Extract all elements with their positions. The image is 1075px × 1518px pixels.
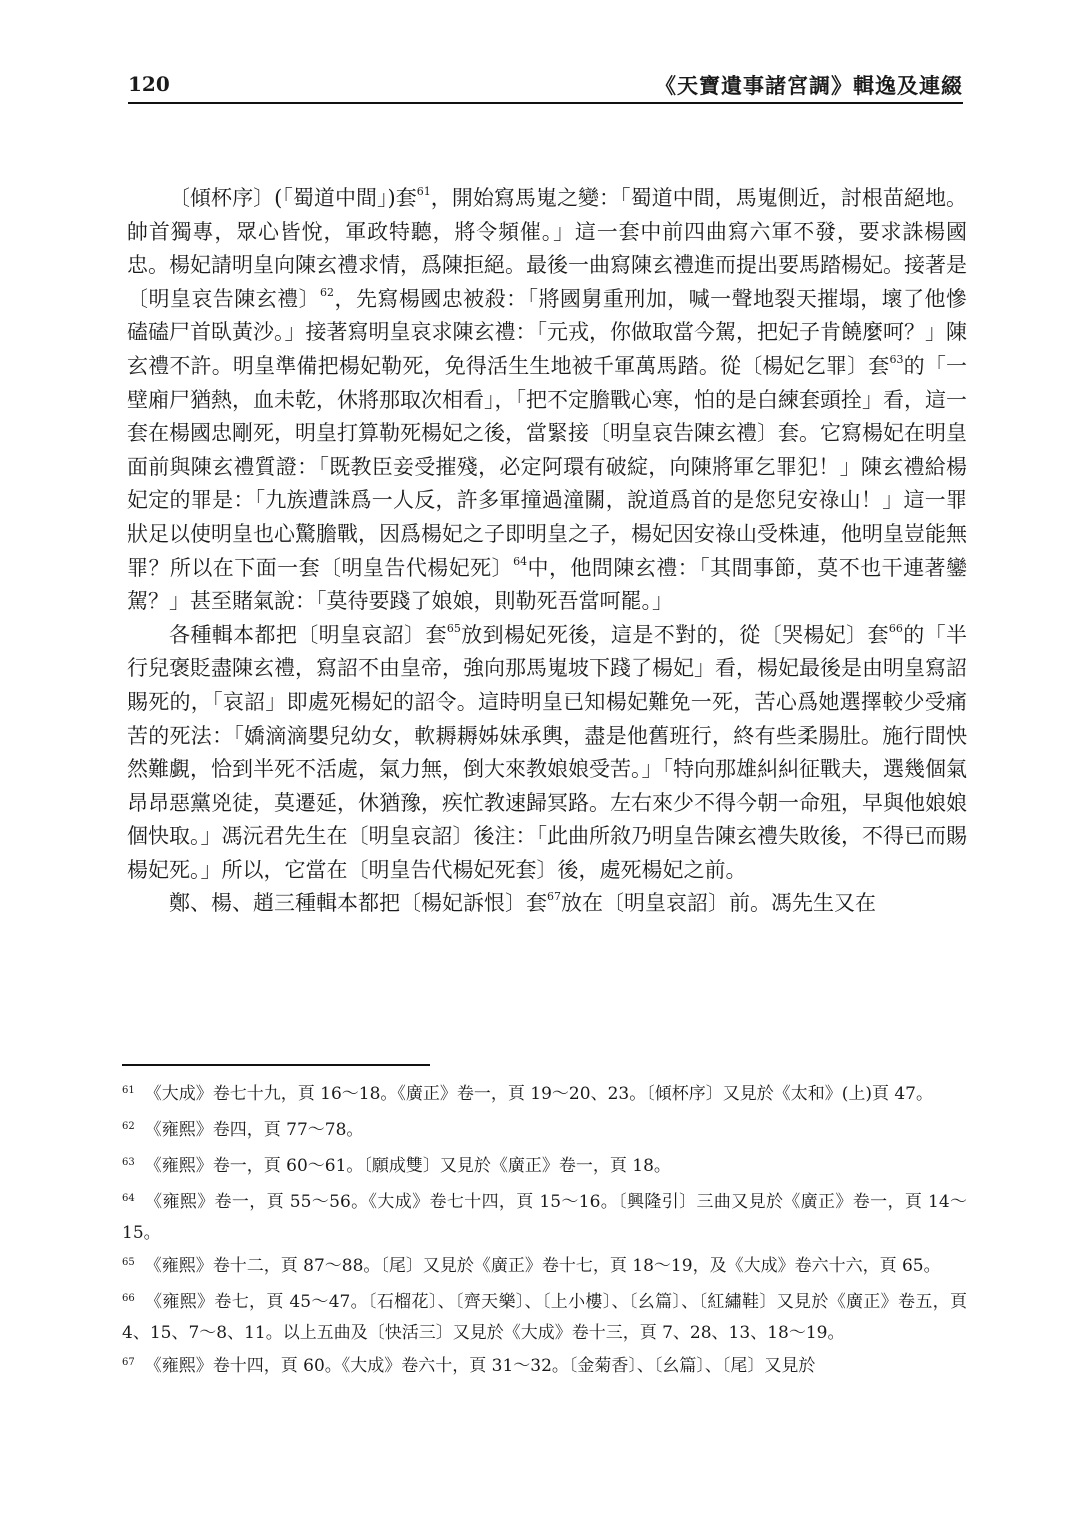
footnote-63 [122,1152,967,1183]
paragraph-text: ，開始寫馬嵬之變：「蜀道中間，馬嵬側近，討根苗絕地。帥首獨專，眾心皆悅，軍政特聽，將令頻催。」這一套中前四曲寫六軍不發，要求誅楊國忠。楊妃請明皇向陳玄禮求情，爲陳拒絕。最後一曲寫陳玄禮進而提出要馬踏楊妃。接著是〔明皇哀告陳玄禮〕 [127,186,968,311]
paragraph-3 [127,887,967,921]
footnote-66 [122,1288,967,1347]
footnote-61 [122,1080,967,1111]
paragraph-text: 〔傾杯序〕(「蜀道中間」)套 [169,186,417,210]
footnote-ref: 64 [513,554,528,568]
paragraph-text: 中，他問陳玄禮：「其間事節，莫不也干連著鑾駕？」甚至賭氣說：「莫待要踐了娘娘，則勒死吾當呵罷。」 [127,555,967,614]
paragraph-2 [127,619,967,888]
body-text [127,182,967,921]
footnote-number: 63 [122,1157,135,1168]
running-title: 《天寶遺事諸宮調》輯逸及連綴 [655,73,963,98]
paragraph-text: 的「一壁廂尸猶熱，血未乾，休將那取次相看」，「把不定膽戰心寒，怕的是白練套頭拴」看，這一套在楊國忠剛死，明皇打算勒死楊妃之後，當緊接〔明皇哀告陳玄禮〕套。它寫楊妃在明皇面前與陳玄禮質證：「既教臣妾受摧殘，必定阿環有破綻，向陳將軍乞罪犯！」陳玄禮給楊妃定的罪是：「九族遭誅爲一人反，許多軍撞過潼關，說道爲首的是您兒安祿山！」這一罪狀足以使明皇也心驚膽戰，因爲楊妃之子即明皇之子，楊妃因安祿山受株連，他明皇豈能無罪？所以在下面一套〔明皇告代楊妃死〕 [127,353,968,580]
paragraph-text: ，先寫楊國忠被殺：「將國舅重刑加，喊一聲地裂天摧塌，壞了他慘磕磕尸首臥黃沙。」接著寫明皇哀求陳玄禮：「元戎，你做取當今駕，把妃子肯饒麼呵？」陳玄禮不許。明皇準備把楊妃勒死，免得活生生地被千軍萬馬踏。從〔楊妃乞罪〕套 [127,286,968,378]
footnote-number: 62 [122,1121,135,1132]
footnote-text: 《雍熙》卷一，頁 55～56。《大成》卷七十四，頁 15～16。〔興隆引〕三曲又見於《廣正》卷一，頁 14～15。 [122,1192,967,1243]
footnote-number: 61 [122,1085,135,1096]
footnote-text: 《雍熙》卷十四，頁 60。《大成》卷六十，頁 31～32。〔金菊香〕、〔幺篇〕、〔尾〕又見於 [144,1356,816,1376]
page-header [128,70,963,104]
footnote-ref: 62 [320,285,335,299]
footnote-ref: 67 [547,890,561,904]
footnote-62 [122,1116,967,1147]
footnote-number: 66 [122,1293,135,1304]
footnote-64 [122,1188,967,1247]
paragraph-text: 鄭、楊、趙三種輯本都把〔楊妃訴恨〕套 [169,891,547,916]
footnote-rule [122,1064,430,1066]
paragraph-1 [127,182,967,619]
paragraph-text: 各種輯本都把〔明皇哀詔〕套 [169,622,447,647]
footnote-67 [122,1352,967,1383]
footnote-number: 65 [122,1257,135,1268]
footnote-ref: 66 [888,621,903,635]
footnote-text: 《雍熙》卷七，頁 45～47。〔石榴花〕、〔齊天樂〕、〔上小樓〕、〔幺篇〕、〔紅繡鞋〕又見於《廣正》卷五，頁 4、15、7～8、11。以上五曲及〔快活三〕又見於《大成》卷十三，頁 7、28、13、18～19。 [122,1292,967,1343]
paragraph-text: 的「半行兒褒貶盡陳玄禮，寫詔不由皇帝，強向那馬嵬坡下踐了楊妃」看，楊妃最後是由明皇寫詔賜死的，「哀詔」即處死楊妃的詔令。這時明皇已知楊妃難免一死，苦心爲她選擇較少受痛苦的死法：「嬌滴滴嬰兒幼女，軟耨耨姊妹承輿，盡是他舊班行，終有些柔腸肚。施行間怏然難覷，恰到半死不活處，氣力無，倒大來教娘娘受苦。」「特向那雄糾糾征戰夫，選幾個氣昂昂惡黨兇徒，莫遷延，休猶豫，疾忙教速歸冥路。左右來少不得今朝一命殂，早與他娘娘個快取。」馮沅君先生在〔明皇哀詔〕後注：「此曲所敘乃明皇告陳玄禮失敗後，不得已而賜楊妃死。」所以，它當在〔明皇告代楊妃死套〕後，處死楊妃之前。 [127,622,968,882]
footnote-ref: 63 [889,352,904,366]
header-rule [128,102,963,104]
footnote-number: 67 [122,1357,135,1368]
paragraph-text: 放在〔明皇哀詔〕前。馮先生又在 [561,891,876,916]
footnote-text: 《雍熙》卷四，頁 77～78。 [144,1120,364,1140]
footnote-ref: 65 [446,621,461,635]
footnote-ref: 61 [416,185,431,198]
footnotes [122,1080,967,1388]
footnote-text: 《大成》卷七十九，頁 16～18。《廣正》卷一，頁 19～20、23。〔傾杯序〕又見於《太和》(上)頁 47。 [144,1084,933,1104]
footnote-65 [122,1252,967,1283]
footnote-text: 《雍熙》卷一，頁 60～61。〔願成雙〕又見於《廣正》卷一，頁 18。 [144,1156,671,1176]
page-number: 120 [128,72,170,96]
paragraph-text: 放到楊妃死後，這是不對的，從〔哭楊妃〕套 [460,622,889,647]
footnote-number: 64 [122,1193,135,1204]
footnote-text: 《雍熙》卷十二，頁 87～88。〔尾〕又見於《廣正》卷十七，頁 18～19，及《大成》卷六十六，頁 65。 [144,1256,941,1276]
